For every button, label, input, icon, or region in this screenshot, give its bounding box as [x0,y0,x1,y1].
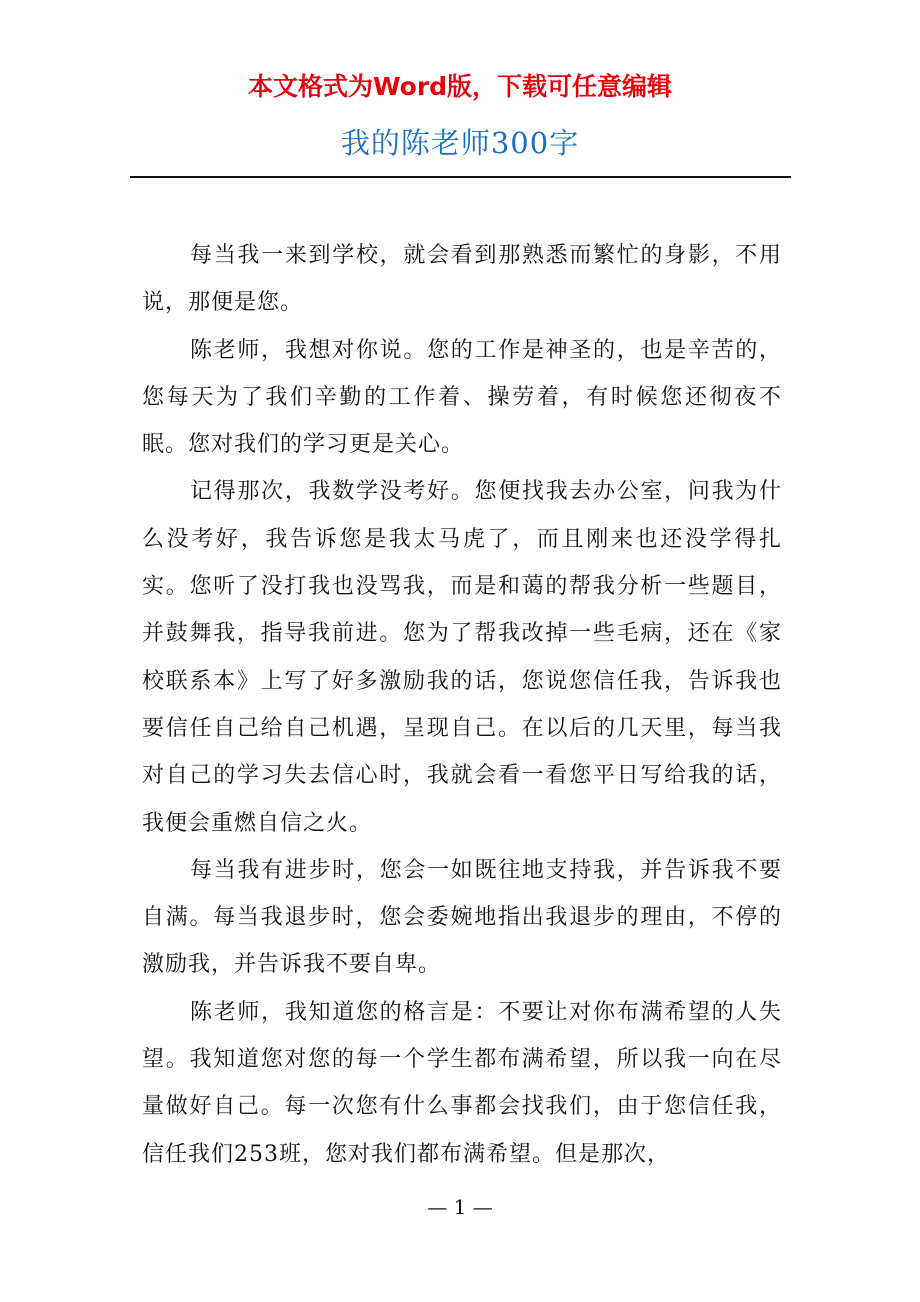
paragraph: 陈老师，我想对你说。您的工作是神圣的，也是辛苦的，您每天为了我们辛勤的工作着、操劳着，有时候您还彻夜不眠。您对我们的学习更是关心。 [142,337,782,458]
paragraph: 每当我有进步时，您会一如既往地支持我，并告诉我不要自满。每当我退步时，您会委婉地指出我退步的理由，不停的激励我，并告诉我不要自卑。 [142,857,782,978]
page-number: — 1 — [427,1195,493,1219]
paragraph: 记得那次，我数学没考好。您便找我去办公室，问我为什么没考好，我告诉您是我太马虎了，而且刚来也还没学得扎实。您听了没打我也没骂我，而是和蔼的帮我分析一些题目，并鼓舞我，指导我前进。您为了帮我改掉一些毛病，还在《家校联系本》上写了好多激励我的话，您说您信任我，告诉我也要信任自己给自己机遇，呈现自己。在以后的几天里，每当我对自己的学习失去信心时，我就会看一看您平日写给我的话，我便会重燃自信之火。 [142,479,782,836]
paragraph: 每当我一来到学校，就会看到那熟悉而繁忙的身影，不用说，那便是您。 [142,243,782,316]
page-title: 我的陈老师300字 [340,126,580,160]
paragraph: 陈老师，我知道您的格言是：不要让对你布满希望的人失望。我知道您对您的每一个学生都布满希望，所以我一向在尽量做好自己。每一次您有什么事都会找我们，由于您信任我，信任我们253班，您对我们都布满希望。但是那次， [142,999,782,1167]
article-body [142,232,782,1178]
title-divider [130,176,791,178]
format-banner: 本文格式为Word版，下载可任意编辑 [247,72,673,101]
